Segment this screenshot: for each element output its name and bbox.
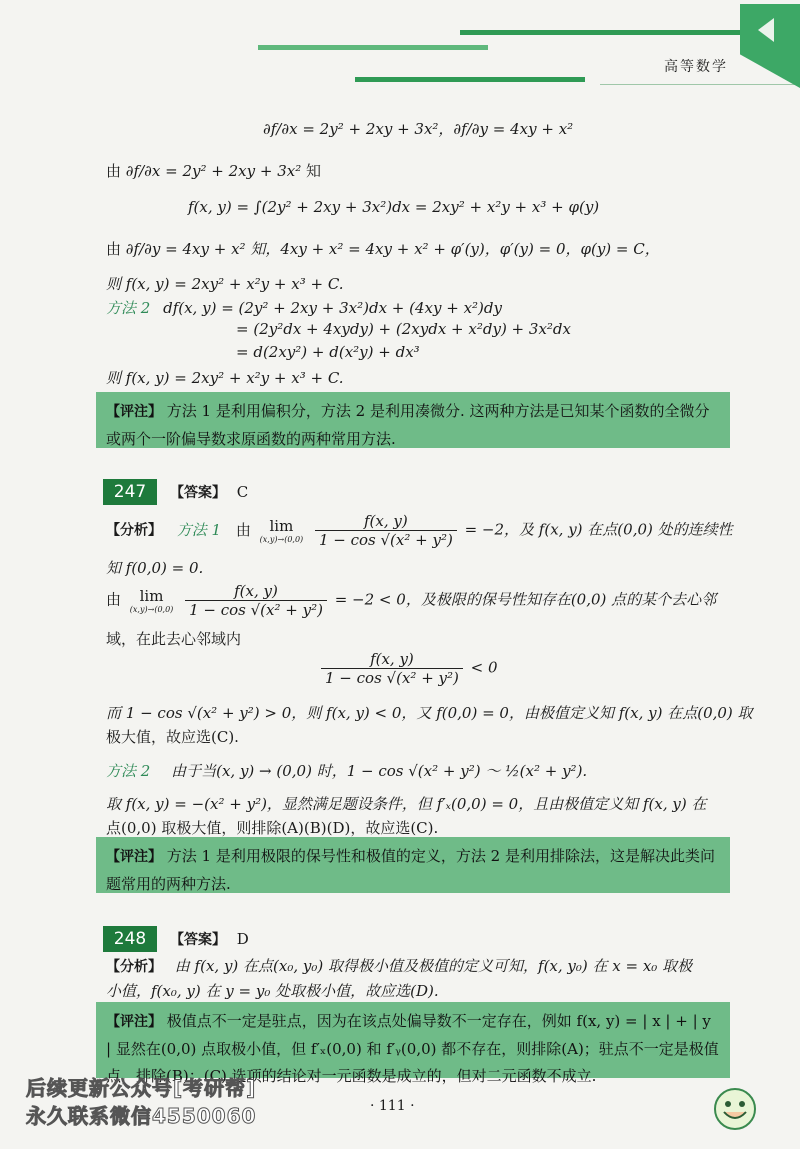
analysis-248-text1: 由 f(x, y) 在点(x₀, y₀) 取得极小值及极值的定义可知，f(x, y₀) 在 x = x₀ 取极 bbox=[174, 957, 693, 975]
smiley-mascot-icon bbox=[712, 1086, 758, 1132]
analysis-248-line1 bbox=[106, 955, 692, 976]
analysis-tag: 【分析】 bbox=[106, 522, 162, 539]
answer-247 bbox=[170, 482, 248, 502]
eq-line-2-math: ∂f/∂x = 2y² + 2xy + 3x² bbox=[125, 162, 302, 180]
answer-value: C bbox=[236, 483, 249, 501]
comment-box-3 bbox=[96, 1002, 730, 1085]
limit-expression bbox=[260, 517, 303, 544]
analysis-247-line9: 取 f(x, y) = −(x² + y²)，显然满足题设条件，但 f′ₓ(0,0) = 0，且由极值定义知 f(x, y) 在 bbox=[106, 795, 707, 813]
corner-arrow-icon bbox=[758, 18, 774, 42]
limit-fraction-2 bbox=[185, 582, 327, 619]
eq-result-1: 则 f(x, y) = 2xy² + x²y + x³ + C. bbox=[106, 275, 344, 293]
comment-text-2: 方法 1 是利用极限的保号性和极值的定义，方法 2 是利用排除法，这是解决此类问题常用的两种方法. bbox=[106, 847, 715, 893]
header-bar-middle bbox=[258, 45, 488, 50]
fraction-numerator-3: f(x, y) bbox=[321, 650, 463, 669]
inequality-rhs: < 0 bbox=[470, 658, 498, 677]
comment-tag-2: 【评注】 bbox=[106, 849, 162, 865]
analysis-247-inequality bbox=[318, 650, 498, 687]
fraction-denominator-3: 1 − cos √(x² + y²) bbox=[325, 669, 459, 687]
equivalence-text: 由于当(x, y) → (0,0) 时，1 − cos √(x² + y²) ～ ½(x² + y²). bbox=[171, 762, 588, 780]
limit-top: lim bbox=[269, 517, 294, 535]
question-number-247: 247 bbox=[103, 479, 157, 505]
analysis-247-line2: 知 f(0,0) = 0. bbox=[106, 559, 204, 577]
inequality-fraction bbox=[321, 650, 463, 687]
fraction-denominator-2: 1 − cos √(x² + y²) bbox=[189, 601, 323, 619]
answer-tag: 【答案】 bbox=[170, 485, 226, 501]
eq-line-2-post: 知 bbox=[306, 162, 322, 180]
analysis-247-line3 bbox=[106, 582, 716, 619]
eq-result-2: 则 f(x, y) = 2xy² + x²y + x³ + C. bbox=[106, 369, 344, 387]
corner-tab-icon bbox=[740, 4, 800, 88]
fraction-denominator: 1 − cos √(x² + y²) bbox=[318, 531, 453, 549]
eq-line-4-post: 知，4xy + x² = 4xy + x² + φ′(y)，φ′(y) = 0，φ(y) = C， bbox=[250, 240, 660, 258]
fraction-numerator-2: f(x, y) bbox=[185, 582, 327, 601]
book-title: 高等数学 bbox=[664, 59, 728, 75]
eq-line-2 bbox=[106, 160, 321, 181]
comment-box-1 bbox=[96, 392, 730, 448]
fraction-numerator: f(x, y) bbox=[315, 512, 457, 531]
limit-top-2: lim bbox=[139, 587, 164, 605]
analysis-247-line6: 而 1 − cos √(x² + y²) > 0，则 f(x, y) < 0，又 f(0,0) = 0，由极值定义知 f(x, y) 在点(0,0) 取 bbox=[106, 704, 753, 722]
analysis-248-line2: 小值，f(x₀, y) 在 y = y₀ 处取极小值，故应选(D). bbox=[106, 982, 439, 1000]
eq-line-4-math: ∂f/∂y = 4xy + x² bbox=[125, 240, 246, 258]
eq-regroup: = (2y²dx + 4xydy) + (2xydx + x²dy) + 3x²dx bbox=[236, 320, 571, 338]
limit-sub: (x,y)→(0,0) bbox=[259, 535, 304, 544]
analysis-247-line10: 点(0,0) 取极大值，则排除(A)(B)(D)，故应选(C). bbox=[106, 819, 439, 837]
limit-expression-2 bbox=[130, 587, 173, 614]
analysis-pre: 由 bbox=[235, 520, 251, 539]
header-bar-top bbox=[460, 30, 740, 35]
answer-value-248: D bbox=[236, 930, 249, 948]
comment-tag-3: 【评注】 bbox=[106, 1014, 162, 1030]
header-bar-bottom bbox=[355, 77, 585, 82]
comment-text: 方法 1 是利用偏积分，方法 2 是利用凑微分. 这两种方法是已知某个函数的全微分或两个一阶偏导数求原函数的两种常用方法. bbox=[106, 402, 710, 448]
limit-sub-2: (x,y)→(0,0) bbox=[129, 605, 174, 614]
header-rule bbox=[600, 84, 800, 85]
page-number: · 111 · bbox=[370, 1098, 415, 1114]
method-2-label: 方法 2 bbox=[106, 299, 151, 317]
eq-exact: = d(2xy²) + d(x²y) + dx³ bbox=[236, 343, 420, 361]
eq-line-4 bbox=[106, 238, 660, 259]
limit-fraction bbox=[315, 512, 457, 549]
comment-text-3: 极值点不一定是驻点，因为在该点处偏导数不一定存在，例如 f(x, y) = | x | + | y | 显然在(0,0) 点取极小值，但 f′ₓ(0,0) 和 f′ᵧ(0,0) 都不存在，则排除(A)；驻点不一定是极值点，排除(B)；(C) 选项的结论对一元函数是成立的，但对二元函数不成立. bbox=[106, 1012, 719, 1085]
question-number-248: 248 bbox=[103, 926, 157, 952]
analysis-pre-2: 由 bbox=[106, 590, 122, 609]
analysis-247-line7: 极大值，故应选(C). bbox=[106, 728, 239, 746]
method-2-label-247: 方法 2 bbox=[106, 762, 151, 780]
analysis-post-2: = −2 < 0，及极限的保号性知存在(0,0) 点的某个去心邻 bbox=[334, 590, 717, 609]
eq-partials: ∂f/∂x = 2y² + 2xy + 3x²，∂f/∂y = 4xy + x² bbox=[263, 120, 574, 138]
answer-248 bbox=[170, 929, 249, 949]
comment-box-2 bbox=[96, 837, 730, 893]
analysis-247-line1 bbox=[106, 512, 733, 549]
analysis-247-line8 bbox=[106, 760, 587, 781]
eq-line-4-pre: 由 bbox=[106, 240, 122, 258]
eq-total-differential: df(x, y) = (2y² + 2xy + 3x²)dx + (4xy + x²)dy bbox=[163, 299, 502, 317]
analysis-247-line4: 域，在此去心邻域内 bbox=[106, 630, 242, 648]
analysis-post: = −2，及 f(x, y) 在点(0,0) 处的连续性 bbox=[464, 520, 733, 539]
eq-method2-line bbox=[106, 297, 502, 318]
eq-integral: f(x, y) = ∫(2y² + 2xy + 3x²)dx = 2xy² + x²y + x³ + φ(y) bbox=[188, 198, 600, 216]
watermark-line-1: 后续更新公众号[考研帮] bbox=[26, 1076, 257, 1100]
eq-line-2-pre: 由 bbox=[106, 162, 122, 180]
answer-tag-248: 【答案】 bbox=[170, 932, 226, 948]
comment-tag: 【评注】 bbox=[106, 404, 162, 420]
method-1-label: 方法 1 bbox=[176, 520, 222, 539]
analysis-tag-248: 【分析】 bbox=[106, 959, 162, 975]
watermark-line-2: 永久联系微信4550060 bbox=[26, 1104, 257, 1128]
